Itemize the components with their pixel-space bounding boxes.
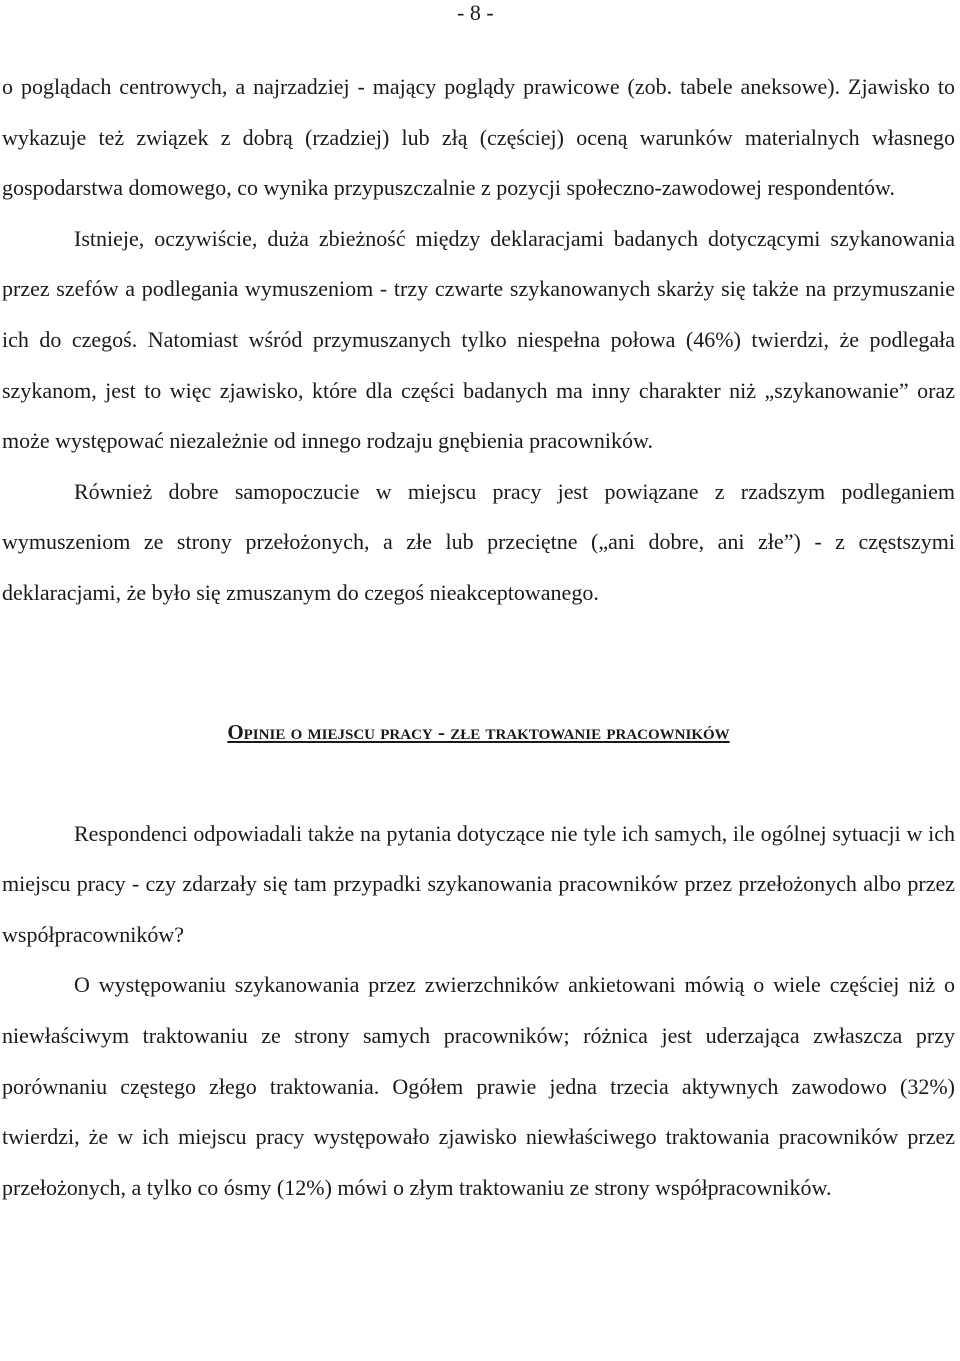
page-number: - 8 - <box>457 0 494 25</box>
paragraph-2: Istnieje, oczywiście, duża zbieżność między deklaracjami badanych dotyczącymi szykanowania przez szefów a podlegania wymuszeniom - trzy czwarte szykanowanych skarży się także na przymuszanie ich do czegoś. Natomiast wśród przymuszanych tylko niespełna połowa (46%) twierdzi, że podlegała szykanom, jest to więc zjawisko, które dla części badanych ma inny charakter niż „szykanowanie” oraz może występować niezależnie od innego rodzaju gnębienia pracowników. <box>2 225 955 454</box>
section-heading: Opinie o miejscu pracy - złe traktowanie pracowników <box>227 719 730 744</box>
document-body <box>2 62 955 1213</box>
paragraph-4: Respondenci odpowiadali także na pytania dotyczące nie tyle ich samych, ile ogólnej sytuacji w ich miejscu pracy - czy zdarzały się tam przypadki szykanowania pracowników przez przełożonych albo przez współpracowników? <box>2 820 955 947</box>
paragraph-1: o poglądach centrowych, a najrzadziej - mający poglądy prawicowe (zob. tabele aneksowe). Zjawisko to wykazuje też związek z dobrą (rzadziej) lub złą (częściej) oceną warunków materialnych własnego gospodarstwa domowego, co wynika przypuszczalnie z pozycji społeczno-zawodowej respondentów. <box>2 74 955 201</box>
paragraph-3: Również dobre samopoczucie w miejscu pracy jest powiązane z rzadszym podleganiem wymuszeniom ze strony przełożonych, a złe lub przeciętne („ani dobre, ani złe”) - z częstszymi deklaracjami, że było się zmuszanym do czegoś nieakceptowanego. <box>2 478 955 605</box>
paragraph-5: O występowaniu szykanowania przez zwierzchników ankietowani mówią o wiele częściej niż o niewłaściwym traktowaniu ze strony samych pracowników; różnica jest uderzająca zwłaszcza przy porównaniu częstego złego traktowania. Ogółem prawie jedna trzecia aktywnych zawodowo (32%) twierdzi, że w ich miejscu pracy występowało zjawisko niewłaściwego traktowania pracowników przez przełożonych, a tylko co ósmy (12%) mówi o złym traktowaniu ze strony współpracowników. <box>2 972 955 1200</box>
